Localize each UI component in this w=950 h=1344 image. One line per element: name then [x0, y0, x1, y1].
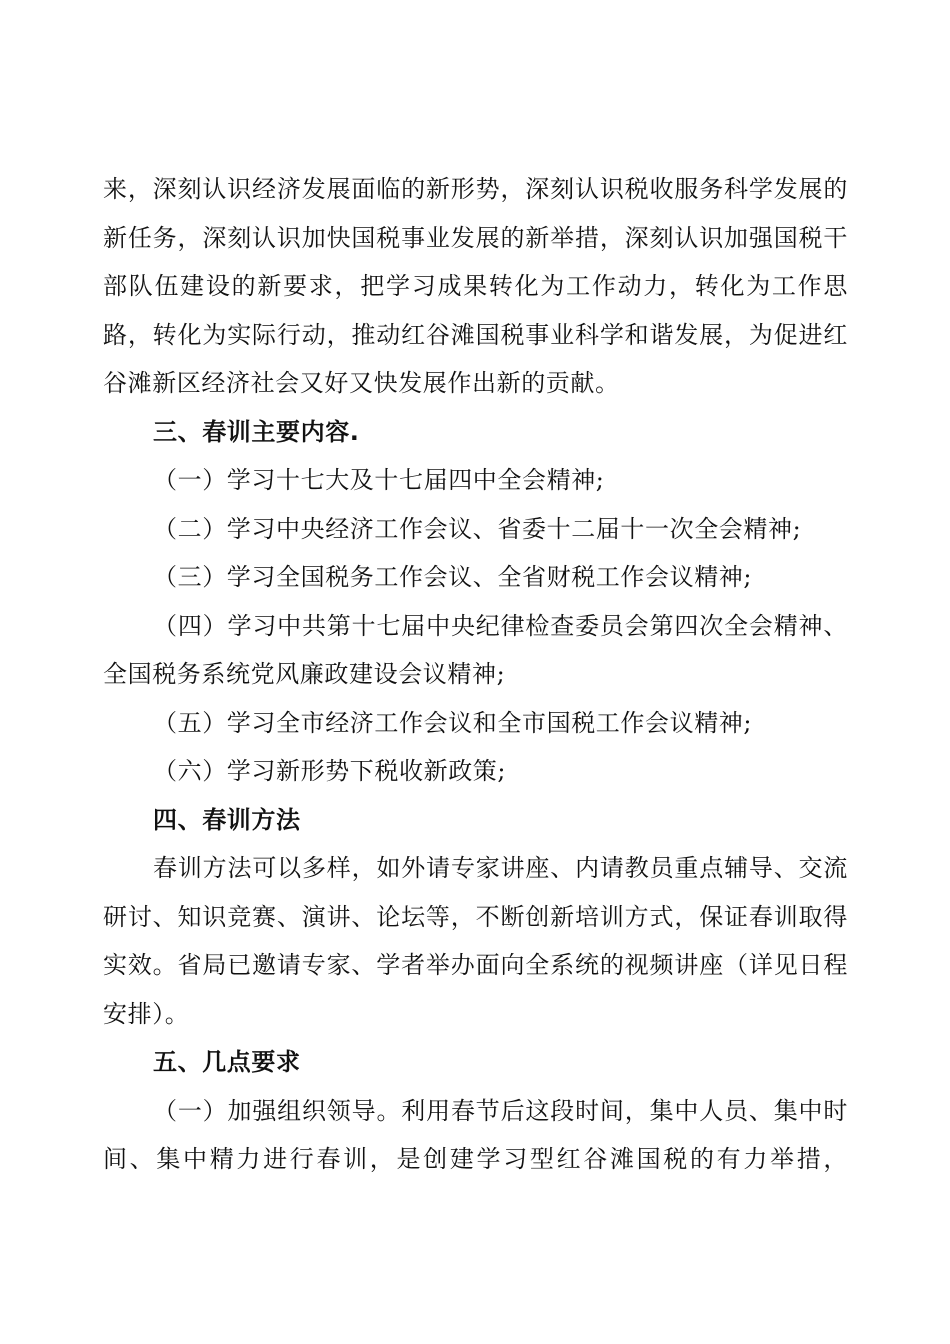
list-item-4: （四）学习中共第十七届中央纪律检查委员会第四次全会精神、全国税务系统党风廉政建设会议精神;	[103, 611, 848, 688]
section-heading-3: 三、春训主要内容.	[153, 417, 360, 446]
list-item-3: （三）学习全国税务工作会议、全省财税工作会议精神;	[153, 563, 753, 591]
document-body	[103, 165, 848, 1184]
paragraph-method: 春训方法可以多样，如外请专家讲座、内请教员重点辅导、交流研讨、知识竞赛、演讲、论坛等，不断创新培训方式，保证春训取得实效。省局已邀请专家、学者举办面向全系统的视频讲座（详见日程安排）。	[103, 854, 848, 1028]
list-item-5: （五）学习全市经济工作会议和全市国税工作会议精神;	[153, 708, 753, 737]
section-heading-5: 五、几点要求	[153, 1048, 301, 1076]
list-item-2: （二）学习中央经济工作会议、省委十二届十一次全会精神;	[153, 514, 802, 543]
requirement-1: （一）加强组织领导。利用春节后这段时间，集中人员、集中时间、集中精力进行春训，是创建学习型红谷滩国税的有力举措，	[103, 1096, 848, 1173]
section-heading-4: 四、春训方法	[153, 805, 301, 834]
list-item-6: （六）学习新形势下税收新政策;	[153, 757, 507, 785]
list-item-1: （一）学习十七大及十七届四中全会精神;	[153, 466, 605, 494]
paragraph-continuation: 来，深刻认识经济发展面临的新形势，深刻认识税收服务科学发展的新任务，深刻认识加快国税事业发展的新举措，深刻认识加强国税干部队伍建设的新要求，把学习成果转化为工作动力，转化为工作思路，转化为实际行动，推动红谷滩国税事业科学和谐发展，为促进红谷滩新区经济社会又好又快发展作出新的贡献。	[103, 175, 848, 397]
